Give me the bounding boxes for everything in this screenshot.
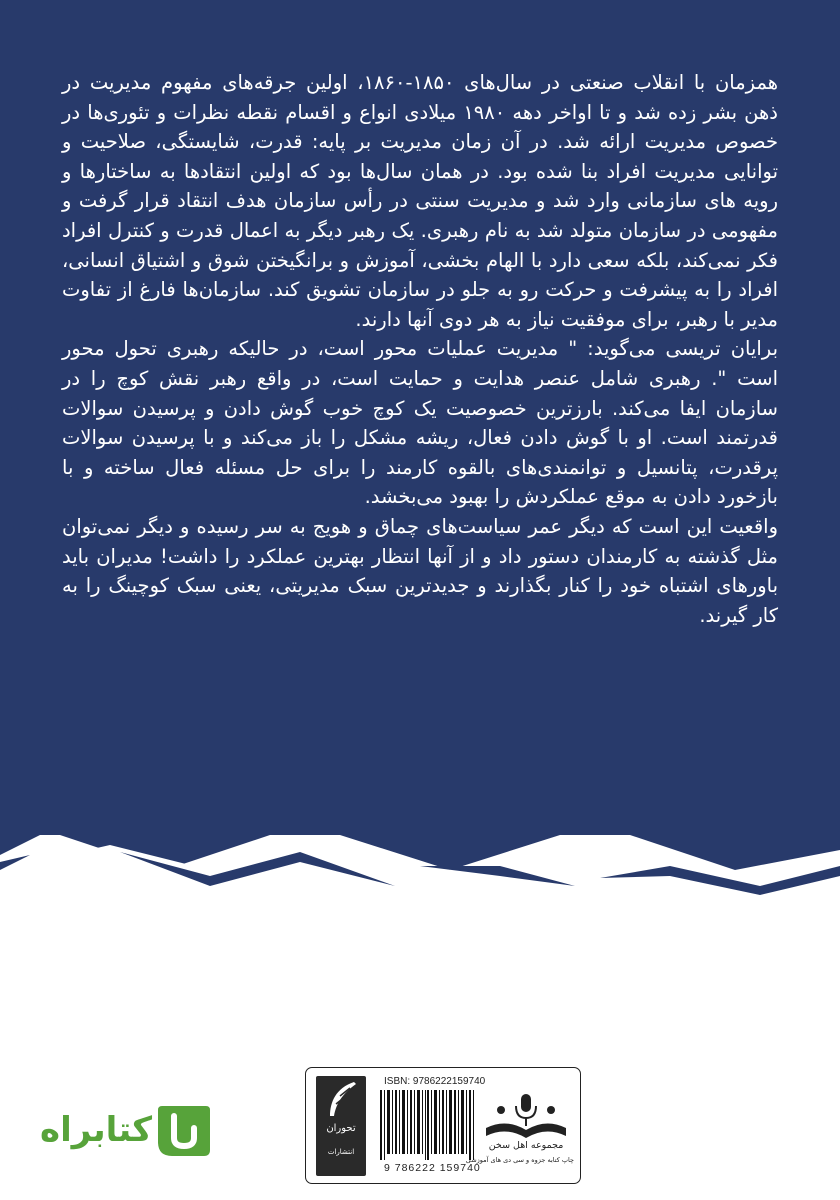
barcode-icon [380, 1090, 476, 1160]
ketabrah-brand [40, 1098, 220, 1162]
book-microphone-icon [481, 1088, 571, 1140]
publisher-subtitle: انتشارات [327, 1148, 355, 1156]
quill-icon [316, 1076, 366, 1126]
series-tagline: چاپ کتابه جزوه و سی دی های آموزشی [465, 1156, 574, 1164]
paragraph: همزمان با انقلاب صنعتی در سال‌های ۱۸۵۰-۱۸۶۰، اولین جرقه‌های مفهوم مدیریت در ذهن بشر زده شد و تا اواخر دهه ۱۹۸۰ میلادی انواع و اقسام نقطه نظرات و تئوری‌ها در خصوص مدیریت ارائه شد. در آن زمان مدیریت بر پایه: قدرت، شایستگی، صلاحیت و توانایی مدیریت افراد بنا شده بود. در همان سال‌ها بود که اولین انتقادها به ساختارها و رویه های سازمانی وارد شد و مدیریت سنتی در رأس سازمان هدف انتقاد قرار گرفت و مفهومی در سازمان متولد شد به نام رهبری. یک رهبر دیگر به اعمال قدرت و کنترل افراد فکر نمی‌کند، بلکه سعی دارد با الهام بخشی، آموزش و برانگیختن شوق و اشتیاق انسانی، افراد را به پیشرفت و حرکت رو به جلو در سازمان تشویق کند. سازمان‌ها فارغ از تفاوت مدیر با رهبر، برای موفقیت نیاز به هر دوی آنها دارند. [62, 71, 779, 331]
publisher-name: تحوران [326, 1123, 356, 1134]
series-name: مجموعه اهل سخن [488, 1140, 564, 1151]
barcode-panel [305, 1067, 581, 1184]
back-cover-text [62, 68, 778, 630]
ketabrah-logo-icon [152, 1098, 216, 1162]
brand-name: کتابراه [40, 1110, 153, 1150]
isbn-label: ISBN: 9786222159740 [384, 1076, 486, 1087]
barcode-digits: 9 786222 159740 [384, 1162, 481, 1174]
paragraph: واقعیت این است که دیگر عمر سیاست‌های چماق و هویج به سر رسیده و دیگر نمی‌توان مثل گذشته به کارمندان دستور داد و از آنها انتظار بهترین عملکرد را داشت! مدیران باید باورهای اشتباه خود را کنار بگذارند و جدیدترین سبک مدیریتی، یعنی سبک کوچینگ را به کار گیرند. [62, 514, 778, 627]
paragraph: برایان تریسی می‌گوید: " مدیریت عملیات محور است، در حالیکه رهبری تحول محور است ". رهبری شامل عنصر هدایت و حمایت است، در واقع رهبر نقش کوچ را در سازمان ایفا می‌کند. بارزترین خصوصیت یک کوچ خوب گوش دادن و پرسیدن سوالات قدرتمند است. او با گوش دادن فعال، ریشه مشکل را باز می‌کند و با پرسیدن سوالات پرقدرت، پتانسیل و توانمندی‌های بالقوه کارمند را برای حل مسئله فعال ساخته و با بازخورد دادن به موقع عملکردش را بهبود می‌بخشد. [62, 337, 778, 509]
